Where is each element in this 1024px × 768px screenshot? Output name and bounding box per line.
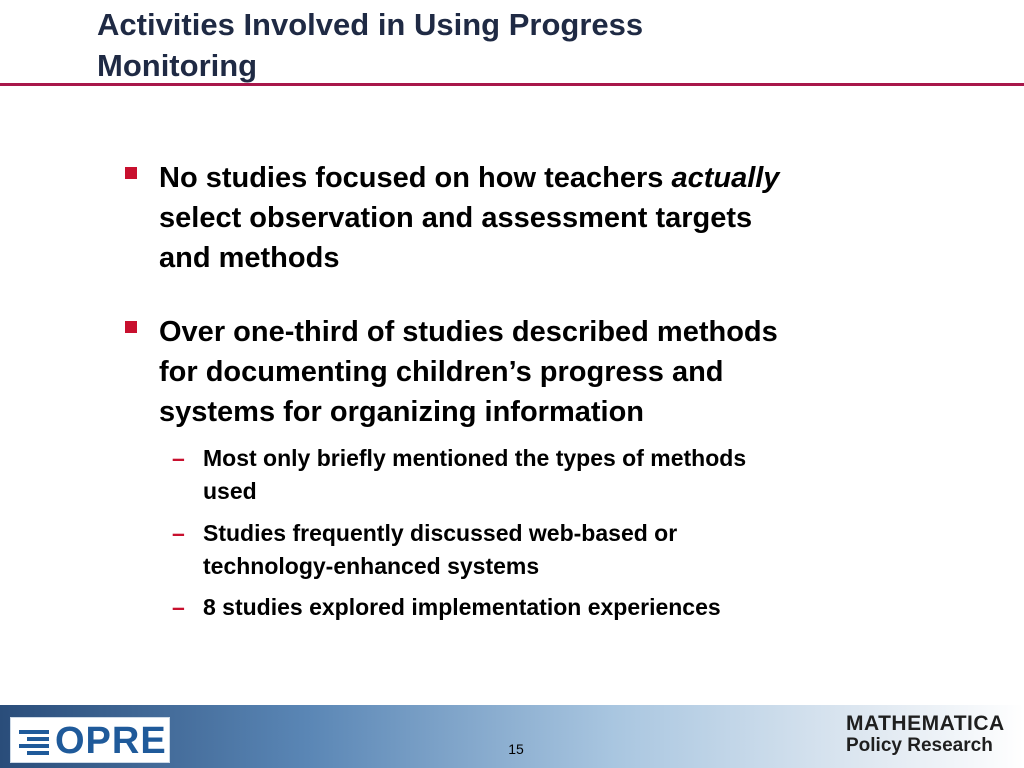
sub-bullet-1-line-1: Most only briefly mentioned the types of methods (203, 445, 747, 471)
bullet-2-line-2: for documenting children’s progress and (159, 356, 724, 388)
opre-logo (10, 717, 170, 763)
sub-bullet-2 (172, 517, 903, 583)
square-bullet-icon (125, 167, 137, 179)
mathematica-logo-line-2: Policy Research (846, 735, 993, 756)
bullet-2-line-1: Over one-third of studies described methods (159, 316, 778, 348)
bullet-2 (159, 312, 899, 432)
bullet-1-line-2: select observation and assessment targets (159, 202, 753, 234)
page-number: 15 (508, 741, 524, 757)
mathematica-logo (846, 713, 1016, 763)
square-bullet-icon (125, 321, 137, 333)
opre-logo-text: OPRE (55, 720, 167, 762)
sub-bullet-2-line-2: technology-enhanced systems (203, 553, 540, 579)
slide-title-line-2: Monitoring (97, 48, 258, 83)
sub-bullet-2-line-1: Studies frequently discussed web-based or (203, 520, 678, 546)
dash-bullet-icon: – (172, 445, 185, 471)
bullet-1-line-1 (159, 158, 899, 198)
bullet-1-text: No studies focused on how teachers (159, 162, 672, 194)
dash-bullet-icon: – (172, 520, 185, 546)
bullet-1-line-3: and methods (159, 242, 340, 274)
slide-title-line-1: Activities Involved in Using Progress (97, 7, 644, 42)
opre-lines-icon (19, 730, 49, 756)
bullet-1-emphasis: actually (671, 162, 780, 194)
mathematica-logo-line-1: MATHEMATICA (846, 712, 1005, 735)
sub-bullet-1 (172, 442, 903, 508)
slide-footer (0, 705, 1024, 768)
bullet-1 (159, 158, 899, 278)
sub-bullet-3-line-1: 8 studies explored implementation experiences (203, 594, 721, 620)
dash-bullet-icon: – (172, 594, 185, 620)
bullet-2-line-3: systems for organizing information (159, 396, 644, 428)
sub-bullet-3 (172, 591, 903, 624)
sub-bullet-1-line-2: used (203, 478, 257, 504)
